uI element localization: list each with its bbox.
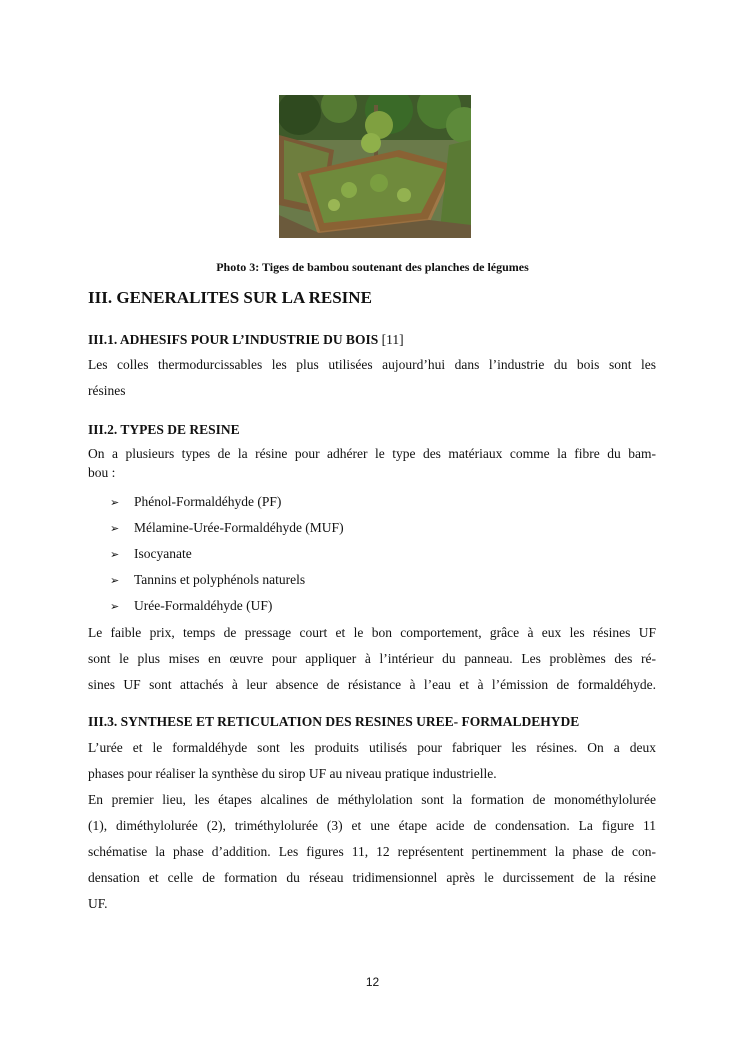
paragraph-line: sines UF sont attachés à leur absence de résistance à l’eau et à l’émission de formaldéhyde. (88, 677, 656, 692)
paragraph-line: En premier lieu, les étapes alcalines de méthylolation sont la formation de monométhylolurée (88, 792, 656, 807)
subsection-title-types: III.2. TYPES DE RESINE (88, 422, 240, 437)
paragraph-line: (1), diméthylolurée (2), triméthylolurée (3) et une étape acide de condensation. La figure 11 (88, 818, 656, 833)
page-number: 12 (365, 975, 380, 989)
arrow-bullet-icon: ➢ (110, 522, 120, 535)
paragraph-line: Le faible prix, temps de pressage court et le bon comportement, grâce à eux les résines UF (88, 625, 656, 640)
list-item: ➢ Urée-Formaldéhyde (UF) (110, 598, 273, 613)
garden-photo (279, 95, 471, 238)
reference-link[interactable]: [11] (381, 332, 404, 347)
paragraph-line: phases pour réaliser la synthèse du sirop UF au niveau pratique industrielle. (88, 766, 497, 781)
paragraph-line: densation et celle de formation du réseau tridimensionnel après le durcissement de la résine (88, 870, 656, 885)
paragraph-line: bou : (88, 465, 116, 480)
arrow-bullet-icon: ➢ (110, 574, 120, 587)
paragraph-line: résines (88, 383, 126, 398)
arrow-bullet-icon: ➢ (110, 548, 120, 561)
subsection-title-synthese: III.3. SYNTHESE ET RETICULATION DES RESINES UREE- FORMALDEHYDE (88, 714, 580, 729)
section-title: III. GENERALITES SUR LA RESINE (88, 288, 372, 307)
list-item: ➢ Phénol-Formaldéhyde (PF) (110, 494, 282, 509)
arrow-bullet-icon: ➢ (110, 600, 120, 613)
paragraph-line: Les colles thermodurcissables les plus utilisées aujourd’hui dans l’industrie du bois sont les (88, 357, 656, 372)
paragraph-line: sont le plus mises en œuvre pour appliquer à l’intérieur du panneau. Les problèmes des ré- (88, 651, 656, 666)
list-item: ➢ Isocyanate (110, 546, 192, 561)
paragraph-line: On a plusieurs types de la résine pour adhérer le type des matériaux comme la fibre du bam- (88, 446, 656, 461)
subsection-title-adhesifs (88, 332, 404, 348)
garden-photo-illustration (279, 95, 471, 238)
subsection-title-adhesifs-text: III.1. ADHESIFS POUR L’INDUSTRIE DU BOIS (88, 332, 379, 347)
list-item: ➢ Mélamine-Urée-Formaldéhyde (MUF) (110, 520, 344, 535)
paragraph-line: L’urée et le formaldéhyde sont les produits utilisés pour fabriquer les résines. On a deux (88, 740, 656, 755)
paragraph-line: UF. (88, 896, 108, 911)
list-item: ➢ Tannins et polyphénols naturels (110, 572, 306, 587)
photo-caption: Photo 3: Tiges de bambou soutenant des planches de légumes (216, 260, 529, 274)
paragraph-line: schématise la phase d’addition. Les figures 11, 12 représentent pertinemment la phase de con- (88, 844, 656, 859)
arrow-bullet-icon: ➢ (110, 496, 120, 509)
